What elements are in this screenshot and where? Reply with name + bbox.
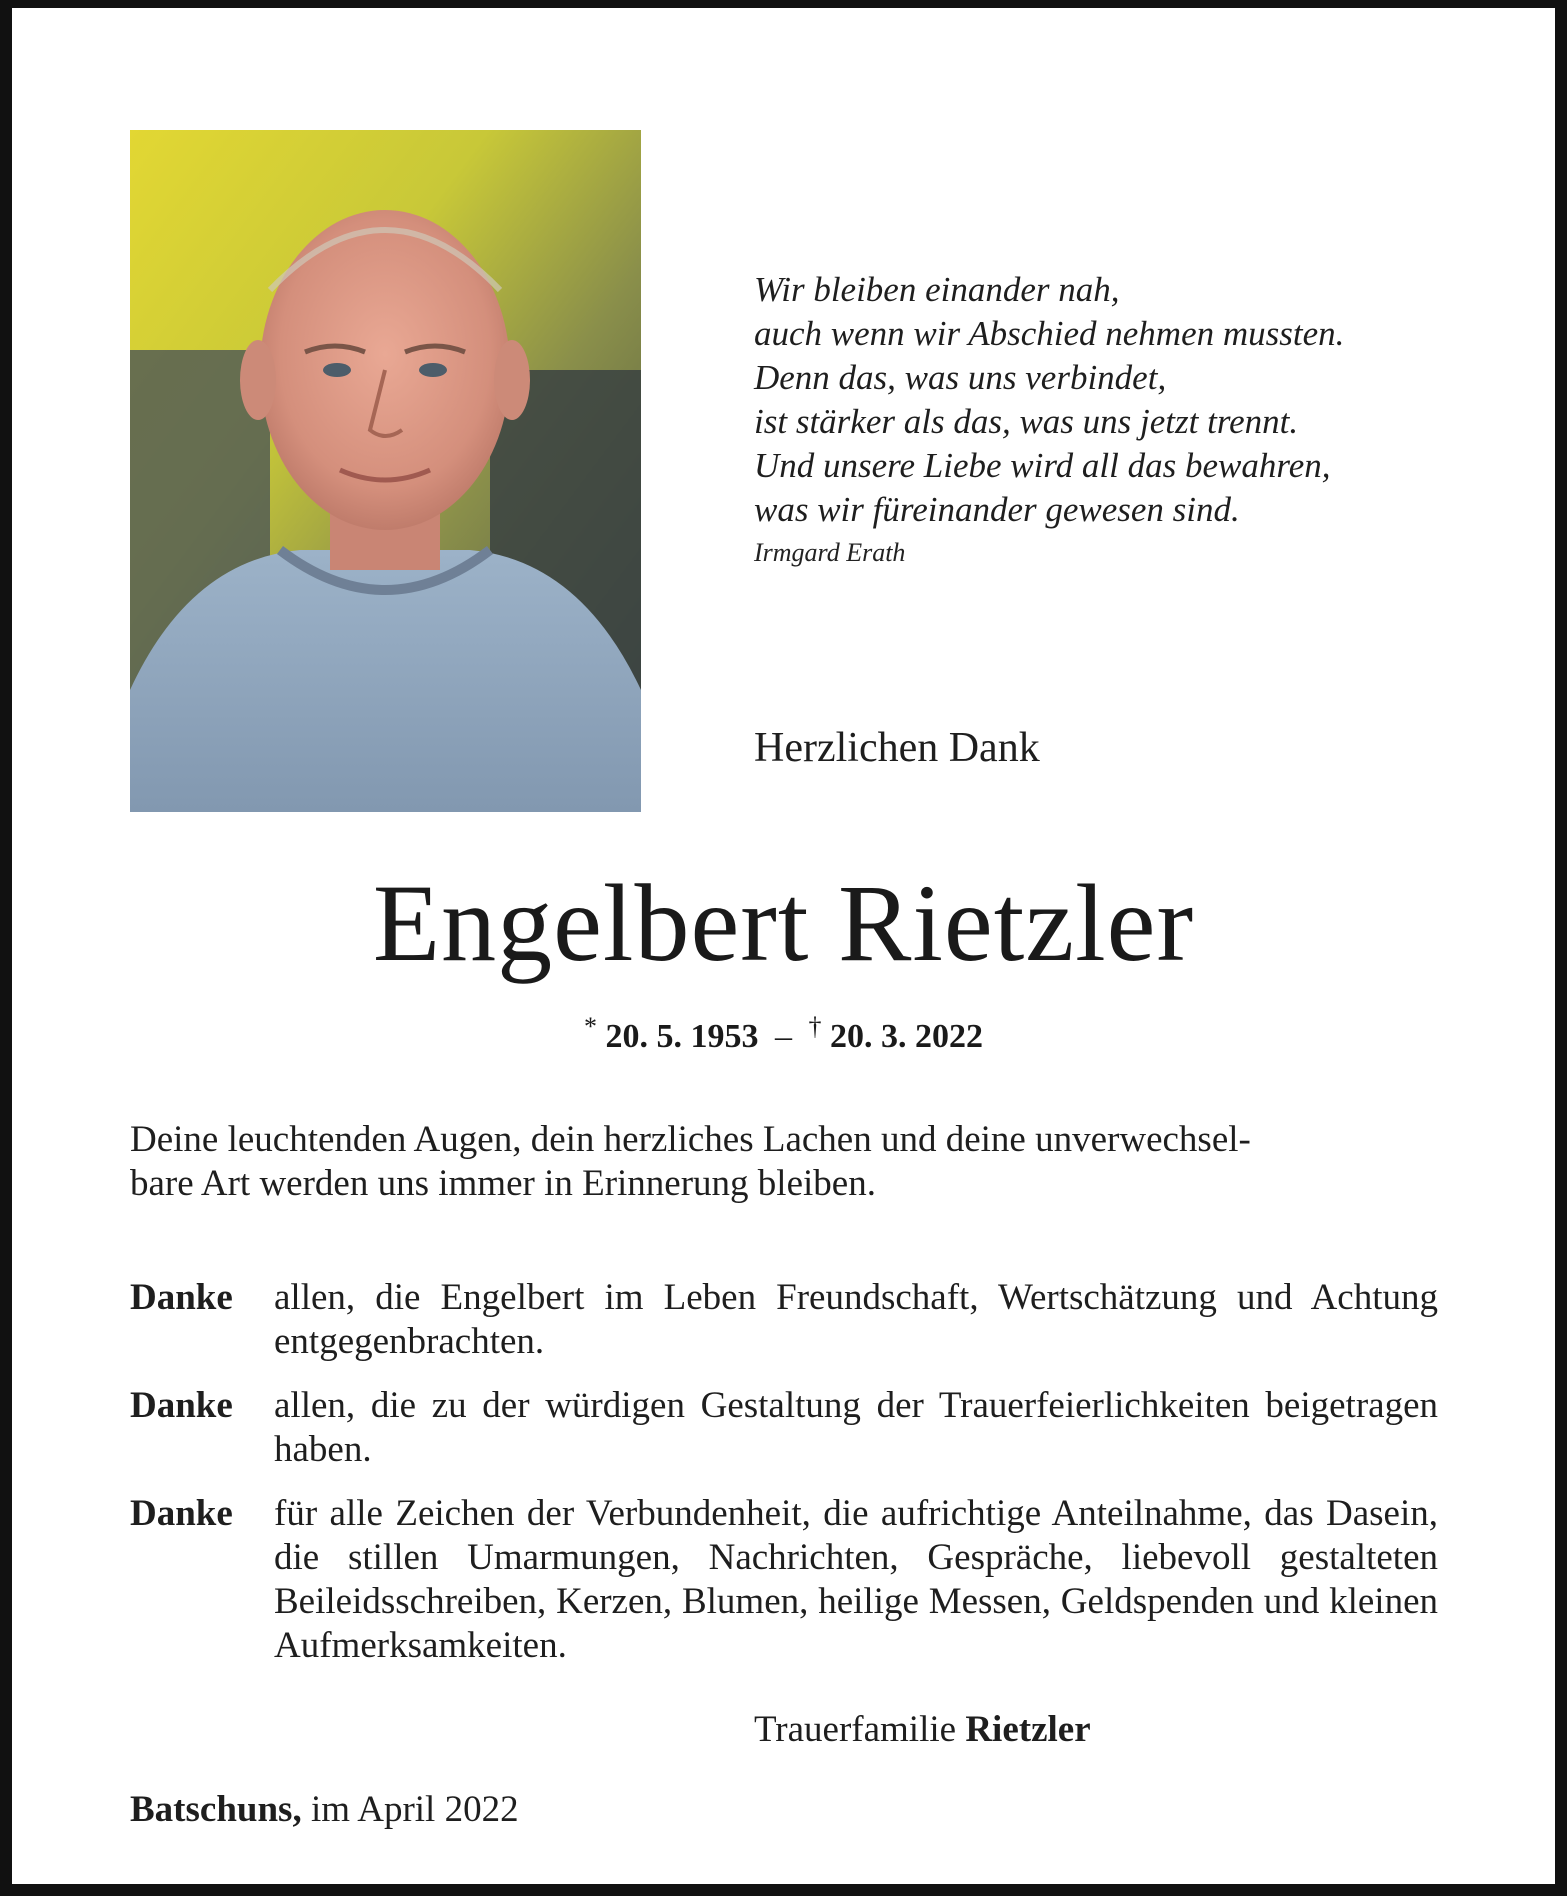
- family-signature: [754, 1708, 1091, 1751]
- portrait-photo: [130, 130, 641, 812]
- thanks-text: allen, die Engelbert im Leben Freundschaft, Wertschätzung und Achtung entgegenbrachten.: [274, 1277, 1438, 1362]
- memorial-quote: [754, 268, 1474, 532]
- quote-line: ist stärker als das, was uns jetzt trennt.: [754, 402, 1299, 441]
- thanks-word: Danke: [130, 1385, 233, 1426]
- deceased-name: Engelbert Rietzler: [372, 862, 1195, 984]
- quote-author: Irmgard Erath: [754, 538, 906, 567]
- intro-line: bare Art werden uns immer in Erinnerung bleiben.: [130, 1163, 876, 1204]
- thanks-word: Danke: [130, 1493, 233, 1534]
- birth-symbol: *: [584, 1012, 597, 1041]
- life-dates: [0, 1012, 1567, 1056]
- thanks-text: allen, die zu der würdigen Gestaltung der Trauerfeierlichkeiten beigetragen haben.: [274, 1385, 1438, 1470]
- place-date: [130, 1788, 519, 1831]
- thanks-heading: Herzlichen Dank: [754, 725, 1040, 771]
- quote-line: was wir füreinander gewesen sind.: [754, 490, 1240, 529]
- signature-prefix: Trauerfamilie: [754, 1709, 957, 1750]
- birth-date: 20. 5. 1953: [605, 1018, 759, 1055]
- thanks-word: Danke: [130, 1277, 233, 1318]
- thanks-paragraph-1: [130, 1276, 1438, 1364]
- signature-family: Rietzler: [965, 1709, 1091, 1750]
- quote-line: Denn das, was uns verbindet,: [754, 358, 1167, 397]
- intro-text: [130, 1118, 1438, 1206]
- death-date: 20. 3. 2022: [830, 1018, 983, 1055]
- date-separator: –: [775, 1018, 792, 1055]
- quote-line: auch wenn wir Abschied nehmen mussten.: [754, 314, 1345, 353]
- thanks-paragraph-2: [130, 1384, 1438, 1472]
- thanks-text: für alle Zeichen der Verbundenheit, die aufrichtige Anteilnahme, das Dasein, die stillen Umarmungen, Nachrichten, Gespräche, liebevoll gestalteten Beileidsschreiben, Kerzen, Blumen, heilige Messen, Geldspenden und kleinen Aufmerksamkeiten.: [274, 1493, 1438, 1666]
- place-date-text: im April 2022: [310, 1789, 519, 1830]
- quote-line: Und unsere Liebe wird all das bewahren,: [754, 446, 1331, 485]
- thanks-paragraph-3: [130, 1492, 1438, 1668]
- death-symbol: †: [808, 1012, 822, 1041]
- intro-line: Deine leuchtenden Augen, dein herzliches Lachen und deine unverwechsel-: [130, 1119, 1251, 1160]
- quote-line: Wir bleiben einander nah,: [754, 270, 1120, 309]
- place-town: Batschuns,: [130, 1789, 302, 1830]
